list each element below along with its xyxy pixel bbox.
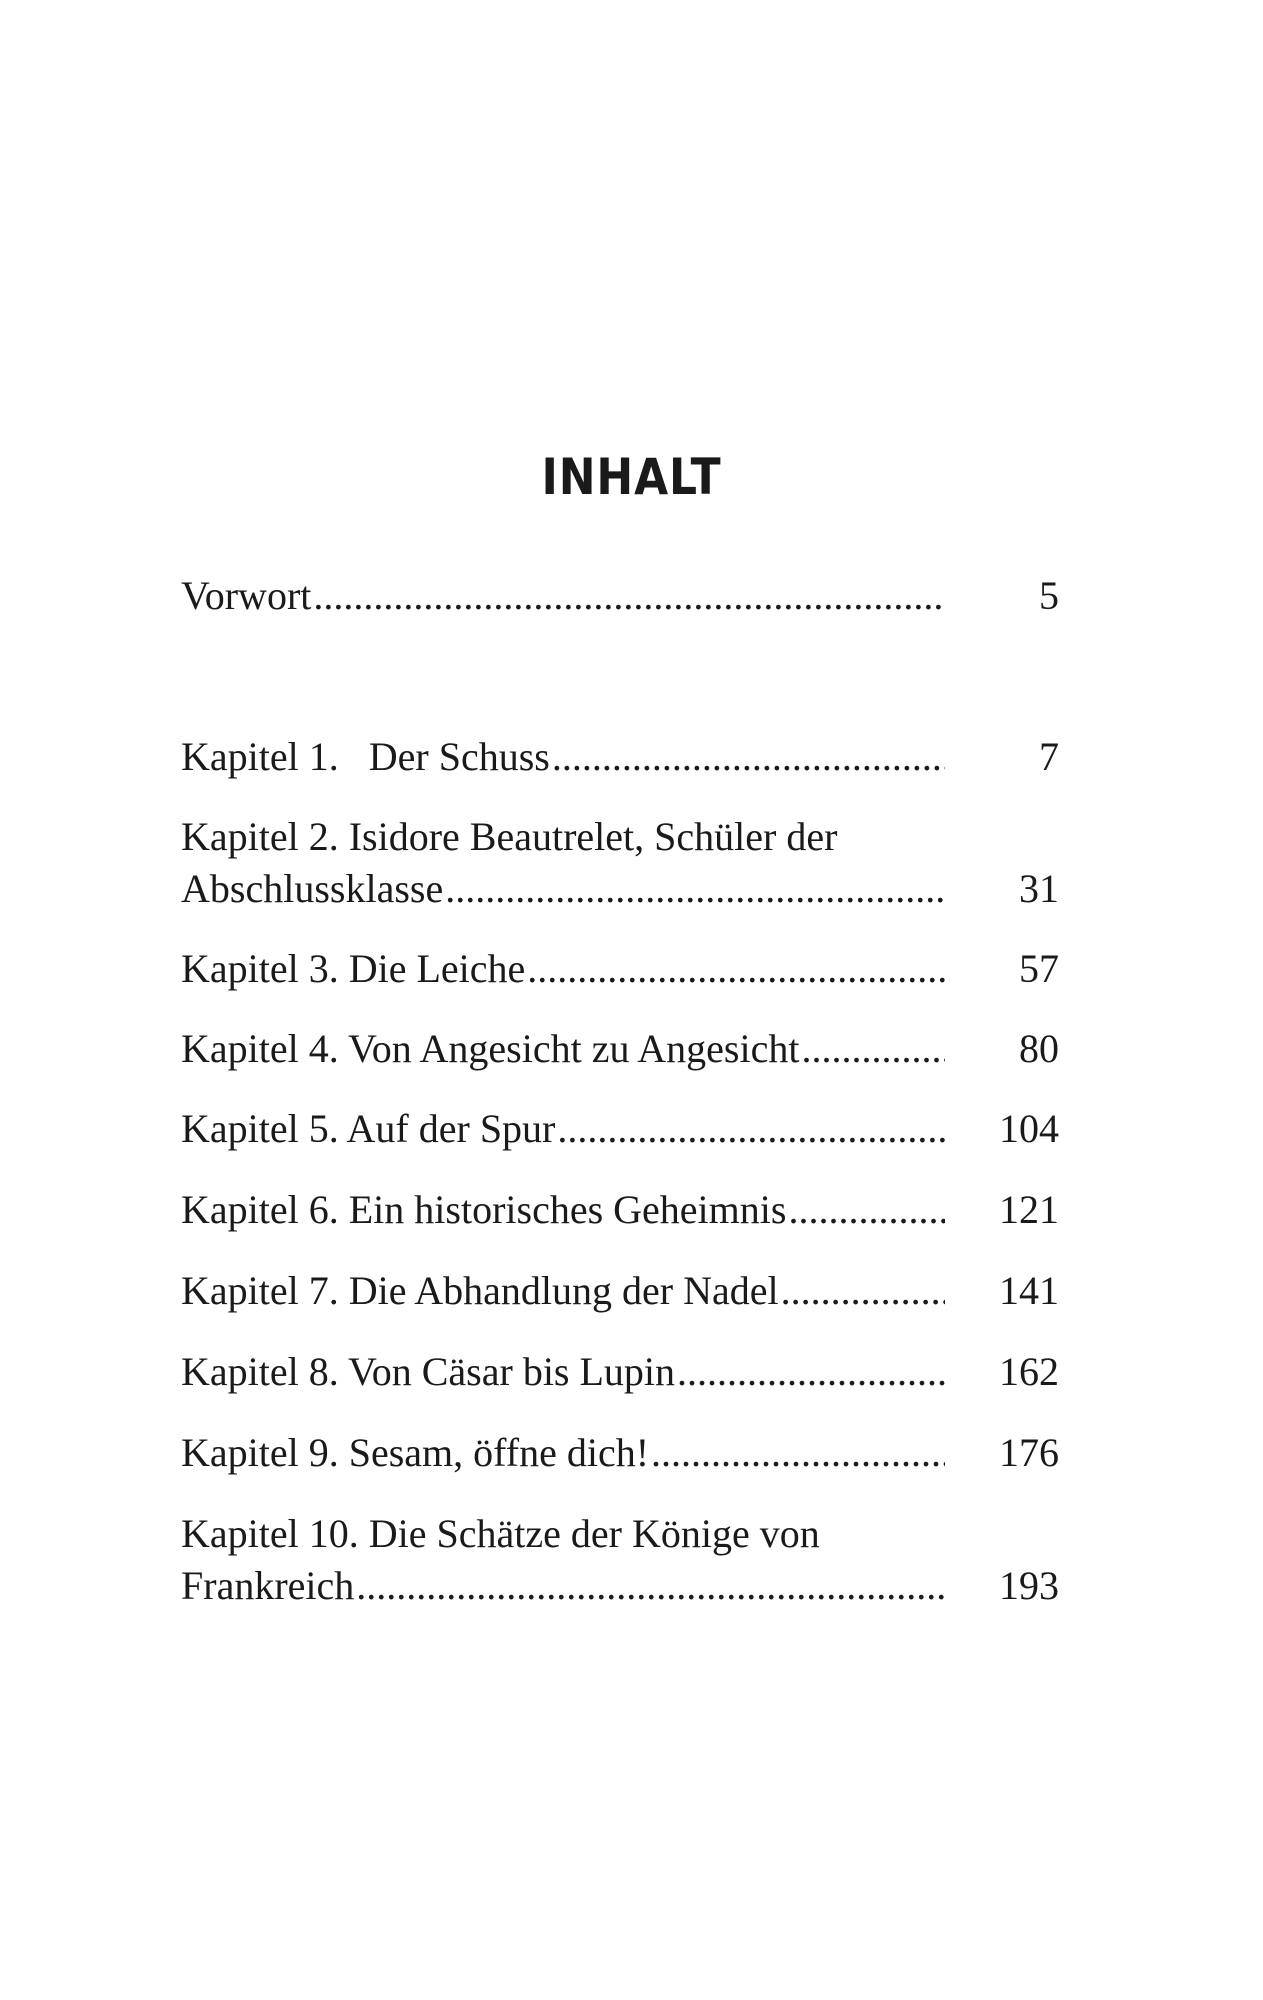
toc-chapter-label: Kapitel 4.: [181, 1026, 339, 1071]
toc-chapter-title: Die Abhandlung der Nadel: [348, 1268, 779, 1313]
toc-page-number: 141: [999, 1268, 1059, 1313]
toc-page-number: 176: [999, 1430, 1059, 1475]
toc-page-number: 80: [1019, 1026, 1059, 1071]
page-title: INHALT: [541, 448, 722, 506]
toc-entry-kapitel-3: [181, 943, 1059, 995]
toc-page-number: 162: [999, 1349, 1059, 1394]
toc-chapter-title: Sesam, öffne dich!: [348, 1430, 650, 1475]
toc-entry-kapitel-10: [181, 1508, 1059, 1612]
leader-dots: [552, 731, 945, 783]
toc-chapter-title: Isidore Beautrelet, Schüler der: [348, 814, 838, 859]
leader-dots: [356, 1560, 945, 1612]
toc-page-number: 31: [1019, 866, 1059, 911]
leader-dots: [801, 1023, 945, 1075]
toc-page-number: 7: [1039, 734, 1059, 779]
leader-dots: [313, 570, 945, 622]
toc-chapter-label: Kapitel 5.: [181, 1106, 339, 1151]
toc-chapter-label: Kapitel 3.: [181, 946, 339, 991]
toc-entry-kapitel-2: [181, 811, 1059, 915]
toc-page-number: 5: [1039, 573, 1059, 618]
toc-entry-kapitel-1: [181, 731, 1059, 783]
toc-chapter-title: Die Leiche: [348, 946, 526, 991]
toc-page-number: 57: [1019, 946, 1059, 991]
toc-chapter-title: Die Schätze der Könige von: [368, 1511, 820, 1556]
toc-chapter-label: Kapitel 8.: [181, 1349, 339, 1394]
toc-entry-vorwort: [181, 570, 1059, 622]
toc-chapter-title-continued: Frankreich: [181, 1563, 355, 1608]
toc-chapter-title: Der Schuss: [368, 734, 550, 779]
toc-chapter-title: Von Cäsar bis Lupin: [348, 1349, 676, 1394]
leader-dots: [651, 1427, 945, 1479]
toc-entry-kapitel-7: [181, 1265, 1059, 1317]
leader-dots: [527, 943, 945, 995]
toc-entry-kapitel-8: [181, 1346, 1059, 1398]
leader-dots: [781, 1265, 945, 1317]
toc-chapter-label: Kapitel 9.: [181, 1430, 339, 1475]
toc-page-number: 104: [999, 1106, 1059, 1151]
leader-dots: [788, 1184, 945, 1236]
toc-chapter-title: Ein historisches Geheimnis: [348, 1187, 787, 1232]
toc-entry-kapitel-4: [181, 1023, 1059, 1075]
leader-dots: [557, 1103, 945, 1155]
toc-page-number: 193: [999, 1563, 1059, 1608]
leader-dots: [445, 863, 945, 915]
toc-chapter-label: Kapitel 10.: [181, 1511, 359, 1556]
toc-chapter-label: Kapitel 1.: [181, 734, 339, 779]
toc-chapter-label: Kapitel 2.: [181, 814, 339, 859]
toc-entry-label: Vorwort: [181, 573, 312, 618]
toc-entry-kapitel-6: [181, 1184, 1059, 1236]
toc-chapter-label: Kapitel 7.: [181, 1268, 339, 1313]
toc-chapter-label: Kapitel 6.: [181, 1187, 339, 1232]
leader-dots: [677, 1346, 945, 1398]
toc-entry-kapitel-9: [181, 1427, 1059, 1479]
toc-chapter-title: Von Angesicht zu Angesicht: [348, 1026, 800, 1071]
toc-entry-kapitel-5: [181, 1103, 1059, 1155]
toc-page-number: 121: [999, 1187, 1059, 1232]
toc-chapter-title: Auf der Spur: [346, 1106, 556, 1151]
toc-chapter-title-continued: Abschlussklasse: [181, 866, 444, 911]
